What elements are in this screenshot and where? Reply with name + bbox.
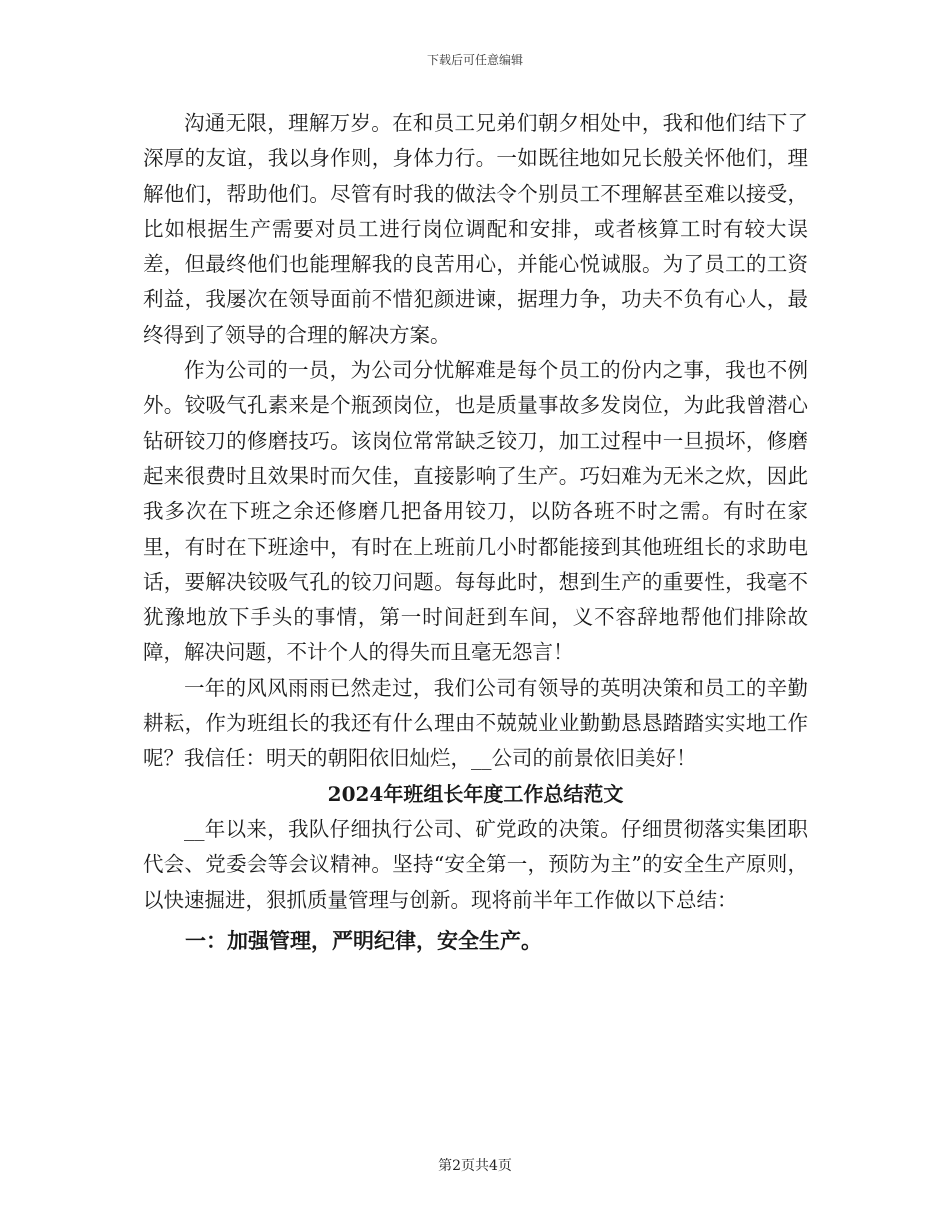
page-header: 下载后可任意编辑 bbox=[426, 53, 523, 67]
page-number: 第2页共4页 bbox=[438, 1158, 512, 1174]
document-title: 2024年班组长年度工作总结范文 bbox=[327, 781, 624, 806]
paragraph-intro: __年以来，我队仔细执行公司、矿党政的决策。仔细贯彻落实集团职代会、党委会等会议精神。坚持“安全第一，预防为主”的安全生产原则，以快速掘进，狠抓质量管理与创新。现将前半年工作做以下总结： bbox=[143, 816, 808, 912]
section-heading: 一：加强管理，严明纪律，安全生产。 bbox=[185, 927, 542, 953]
paragraph-communication: 沟通无限，理解万岁。在和员工兄弟们朝夕相处中，我和他们结下了深厚的友谊，我以身作则，身体力行。一如既往地如兄长般关怀他们，理解他们，帮助他们。尽管有时我的做法令个别员工不理解甚至难以接受，比如根据生产需要对员工进行岗位调配和安排，或者核算工时有较大误差，但最终他们也能理解我的良苦用心，并能心悦诚服。为了员工的工资利益，我屡次在领导面前不惜犯颜进谏，据理力争，功夫不负有心人，最终得到了领导的合理的解决方案。 bbox=[143, 111, 808, 347]
paragraph-conclusion: 一年的风风雨雨已然走过，我们公司有领导的英明决策和员工的辛勤耕耘，作为班组长的我还有什么理由不兢兢业业勤勤恳恳踏踏实实地工作呢？我信任：明天的朝阳依旧灿烂，__公司的前景依旧美好！ bbox=[143, 675, 808, 771]
paragraph-reamer-work: 作为公司的一员，为公司分忧解难是每个员工的份内之事，我也不例外。铰吸气孔素来是个瓶颈岗位，也是质量事故多发岗位，为此我曾潜心钻研铰刀的修磨技巧。该岗位常常缺乏铰刀，加工过程中一旦损坏，修磨起来很费时且效果时而欠佳，直接影响了生产。巧妇难为无米之炊，因此我多次在下班之余还修磨几把备用铰刀，以防各班不时之需。有时在家里，有时在下班途中，有时在上班前几小时都能接到其他班组长的求助电话，要解决铰吸气孔的铰刀问题。每每此时，想到生产的重要性，我毫不犹豫地放下手头的事情，第一时间赶到车间，义不容辞地帮他们排除故障，解决问题，不计个人的得失而且毫无怨言！ bbox=[143, 358, 808, 665]
document-body bbox=[143, 106, 808, 964]
